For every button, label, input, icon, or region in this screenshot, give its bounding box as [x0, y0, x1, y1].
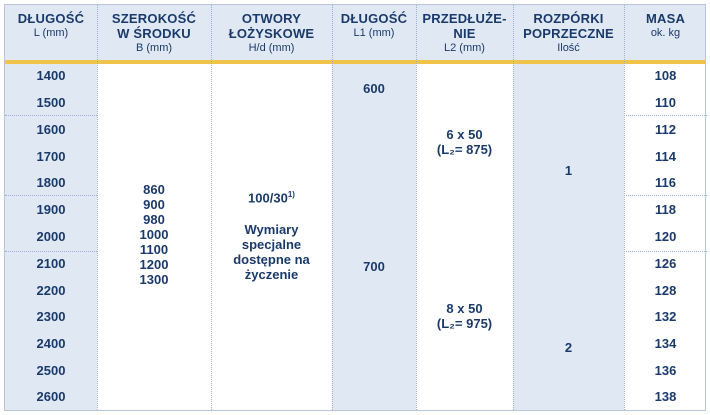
spec-table: [4, 4, 706, 411]
row-group-line: [624, 251, 707, 252]
length-cell: 1500: [36, 95, 66, 110]
width-values: [97, 182, 211, 287]
row-group-line: [5, 195, 97, 196]
extension-first: [416, 127, 513, 157]
spacers-column-shade: [513, 64, 624, 410]
mass-cell: 132: [654, 309, 677, 324]
header-spacers-title-2: POPRZECZNE: [523, 26, 614, 41]
width-value: 1300: [139, 272, 169, 287]
header-holes-title-2: ŁOŻYSKOWE: [228, 26, 315, 41]
header-mass-title: MASA: [645, 11, 686, 26]
extension-size: 8 x 50: [446, 301, 483, 316]
header-length-title: DŁUGOŚĆ: [17, 11, 85, 26]
special-line: życzenie: [244, 267, 299, 282]
row-group-line: [5, 251, 97, 252]
header-length: [5, 5, 97, 60]
extension-second: [416, 301, 513, 331]
header-extension-unit: L2 (mm): [444, 42, 485, 54]
length-cell: 1800: [36, 175, 66, 190]
mass-cell: 118: [655, 202, 676, 217]
column-separator: [332, 5, 333, 410]
column-separator: [416, 5, 417, 410]
l1-value: 600: [363, 81, 385, 96]
header-width-unit: B (mm): [135, 42, 173, 54]
length-cell: 2200: [36, 283, 66, 298]
special-line: dostępne na: [233, 252, 310, 267]
width-value: 1200: [139, 257, 169, 272]
length-cell: 1900: [36, 202, 66, 217]
header-holes: [211, 5, 332, 60]
holes-special-note: [211, 222, 332, 282]
holes-value: [211, 190, 332, 205]
mass-cell: 126: [654, 256, 677, 271]
width-value: 1000: [139, 227, 169, 242]
spacers-value: 1: [564, 163, 573, 178]
mass-cell: 120: [654, 229, 677, 244]
header-spacers-title: ROZPÓRKI: [533, 11, 604, 26]
length-cell: 1700: [36, 149, 66, 164]
length-cell: 2500: [36, 363, 66, 378]
special-line: Wymiary: [244, 222, 299, 237]
header-length-unit: L (mm): [33, 27, 69, 39]
spacers-value: 2: [564, 340, 573, 355]
l1-column-shade: [332, 64, 416, 410]
header-width-title: SZEROKOŚĆ: [111, 11, 197, 26]
column-separator: [211, 5, 212, 410]
mass-cell: 138: [654, 389, 677, 404]
holes-footnote: 1): [287, 190, 295, 199]
header-l1-title: DŁUGOŚĆ: [340, 11, 408, 26]
mass-cell: 108: [654, 68, 677, 83]
header-spacers-unit: Ilość: [557, 42, 580, 54]
length-cell: 2100: [36, 256, 66, 271]
mass-cell: 110: [655, 95, 676, 110]
holes-dimension: 100/30: [248, 190, 288, 206]
special-line: specjalne: [241, 237, 302, 252]
mass-cell: 134: [654, 336, 677, 351]
row-group-line: [5, 115, 97, 116]
length-cell: 2000: [36, 229, 66, 244]
extension-length: (L₂= 975): [436, 316, 493, 331]
width-value: 860: [143, 182, 165, 197]
length-cell: 2400: [36, 336, 66, 351]
mass-cell: 136: [654, 363, 677, 378]
header-holes-unit: H/d (mm): [248, 42, 295, 54]
length-cell: 2600: [36, 389, 66, 404]
mass-cell: 114: [655, 149, 676, 164]
row-group-line: [624, 195, 707, 196]
header-l1-unit: L1 (mm): [353, 27, 395, 39]
mass-cell: 116: [655, 175, 676, 190]
l1-value: 700: [363, 259, 385, 274]
header-extension-title-2: NIE: [453, 26, 476, 41]
header-extension-title: PRZEDŁUŻE-: [422, 11, 507, 26]
row-group-line: [624, 115, 707, 116]
header-holes-title: OTWORY: [241, 11, 302, 26]
length-cell: 1600: [36, 122, 66, 137]
header-l1: [332, 5, 416, 60]
length-cell: 1400: [36, 68, 66, 83]
mass-cell: 112: [655, 122, 676, 137]
extension-size: 6 x 50: [446, 127, 483, 142]
header-extension: [416, 5, 513, 60]
extension-length: (L₂= 875): [436, 142, 493, 157]
mass-cell: 128: [654, 283, 677, 298]
header-width-title-2: W ŚRODKU: [117, 26, 191, 41]
width-value: 900: [143, 197, 165, 212]
header-mass: [624, 5, 707, 60]
header-width: [97, 5, 211, 60]
width-value: 980: [143, 212, 165, 227]
length-cell: 2300: [36, 309, 66, 324]
width-value: 1100: [139, 242, 169, 257]
header-mass-unit: ok. kg: [650, 27, 681, 39]
header-spacers: [513, 5, 624, 60]
